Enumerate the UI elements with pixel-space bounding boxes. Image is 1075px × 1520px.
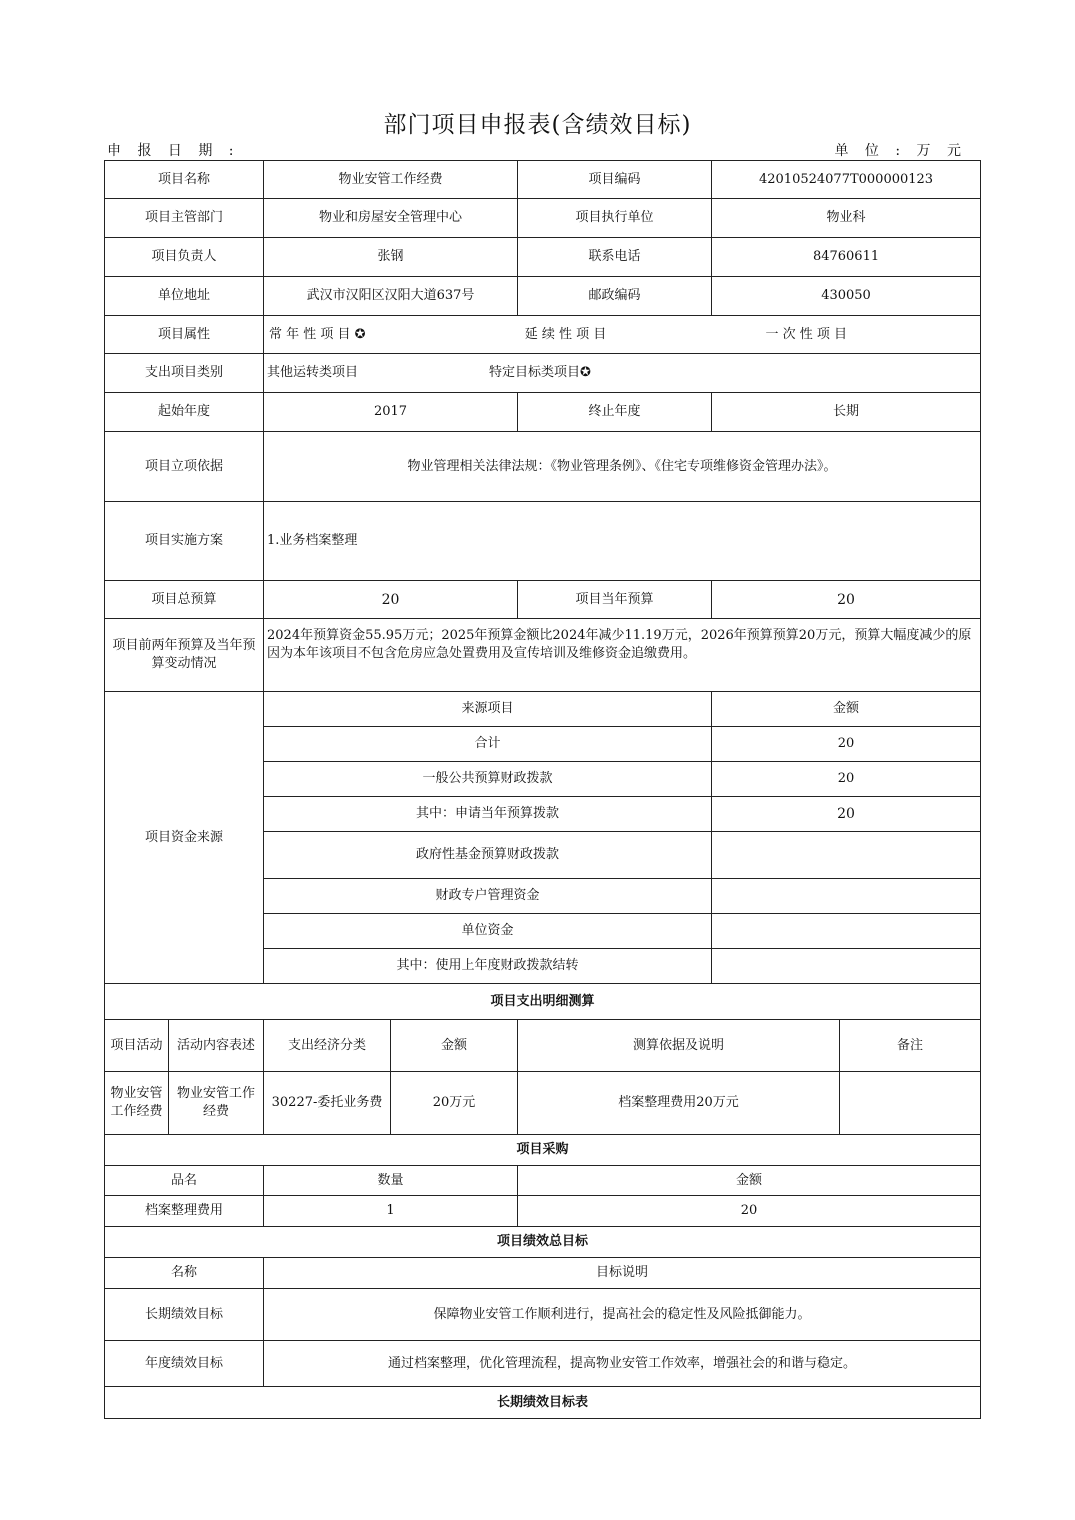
project-name-value: 物业安管工作经费 bbox=[264, 161, 518, 199]
procurement-section-title: 项目采购 bbox=[105, 1135, 981, 1166]
expense-header-amount: 金额 bbox=[391, 1020, 518, 1072]
declare-date-label: 申 报 日 期 : bbox=[107, 143, 240, 159]
leader-value: 张钢 bbox=[264, 238, 518, 277]
performance-section-title: 项目绩效总目标 bbox=[105, 1227, 981, 1258]
funding-row-amount: 20 bbox=[712, 797, 981, 832]
annual-goal-value: 通过档案整理，优化管理流程，提高物业安管工作效率，增强社会的和谐与稳定。 bbox=[264, 1341, 981, 1387]
procurement-qty: 1 bbox=[264, 1196, 518, 1227]
attr-options bbox=[264, 316, 981, 354]
project-name-label: 项目名称 bbox=[105, 161, 264, 199]
funding-source-header: 来源项目 bbox=[264, 692, 712, 727]
funding-row-name: 财政专户管理资金 bbox=[264, 879, 712, 914]
funding-row-amount bbox=[712, 949, 981, 984]
attr-option-onetime: 一 次 性 项 目 bbox=[765, 326, 848, 342]
expense-header-content: 活动内容表述 bbox=[169, 1020, 264, 1072]
long-term-goal-label: 长期绩效目标 bbox=[105, 1289, 264, 1341]
start-year-label: 起始年度 bbox=[105, 393, 264, 432]
funding-row-amount bbox=[712, 832, 981, 879]
attr-label: 项目属性 bbox=[105, 316, 264, 354]
expense-section-title: 项目支出明细测算 bbox=[105, 984, 981, 1020]
expense-header-basis: 测算依据及说明 bbox=[518, 1020, 840, 1072]
long-term-goal-table-title: 长期绩效目标表 bbox=[105, 1387, 981, 1419]
dept-value: 物业和房屋安全管理中心 bbox=[264, 199, 518, 238]
dept-label: 项目主管部门 bbox=[105, 199, 264, 238]
project-code-value: 42010524077T000000123 bbox=[712, 161, 981, 199]
project-code-label: 项目编码 bbox=[518, 161, 712, 199]
total-budget-label: 项目总预算 bbox=[105, 581, 264, 619]
procurement-header-amount: 金额 bbox=[518, 1166, 981, 1196]
expense-header-econ: 支出经济分类 bbox=[264, 1020, 391, 1072]
expense-type-options bbox=[264, 354, 981, 393]
funding-row-name: 其中：申请当年预算拨款 bbox=[264, 797, 712, 832]
end-year-value: 长期 bbox=[712, 393, 981, 432]
funding-row-name: 合计 bbox=[264, 727, 712, 762]
phone-label: 联系电话 bbox=[518, 238, 712, 277]
year-budget-label: 项目当年预算 bbox=[518, 581, 712, 619]
basis-value: 物业管理相关法律法规：《物业管理条例》、《住宅专项维修资金管理办法》。 bbox=[264, 432, 981, 502]
procurement-header-item: 品名 bbox=[105, 1166, 264, 1196]
leader-label: 项目负责人 bbox=[105, 238, 264, 277]
type-option-operating: 其他运转类项目 bbox=[267, 365, 359, 380]
budget-change-value: 2024年预算资金55.95万元；2025年预算金额比2024年减少11.19万元，2026年预算预算20万元，预算大幅度减少的原因为本年该项目不包含危房应急处置费用及宣传培训及维修资金追缴费用。 bbox=[264, 619, 981, 692]
performance-header-desc: 目标说明 bbox=[264, 1258, 981, 1289]
expense-type-label: 支出项目类别 bbox=[105, 354, 264, 393]
exec-unit-value: 物业科 bbox=[712, 199, 981, 238]
project-form-table bbox=[104, 160, 981, 1419]
expense-basis: 档案整理费用20万元 bbox=[518, 1072, 840, 1135]
long-term-goal-value: 保障物业安管工作顺利进行，提高社会的稳定性及风险抵御能力。 bbox=[264, 1289, 981, 1341]
exec-unit-label: 项目执行单位 bbox=[518, 199, 712, 238]
expense-activity: 物业安管工作经费 bbox=[105, 1072, 169, 1135]
plan-label: 项目实施方案 bbox=[105, 502, 264, 581]
expense-amount: 20万元 bbox=[391, 1072, 518, 1135]
year-budget-value: 20 bbox=[712, 581, 981, 619]
plan-value: 1.业务档案整理 bbox=[264, 502, 981, 581]
end-year-label: 终止年度 bbox=[518, 393, 712, 432]
annual-goal-label: 年度绩效目标 bbox=[105, 1341, 264, 1387]
address-value: 武汉市汉阳区汉阳大道637号 bbox=[264, 277, 518, 316]
attr-option-annual: 常 年 性 项 目 ✪ bbox=[269, 326, 366, 342]
procurement-item: 档案整理费用 bbox=[105, 1196, 264, 1227]
budget-change-label: 项目前两年预算及当年预算变动情况 bbox=[105, 619, 264, 692]
expense-econ: 30227-委托业务费 bbox=[264, 1072, 391, 1135]
procurement-amount: 20 bbox=[518, 1196, 981, 1227]
start-year-value: 2017 bbox=[264, 393, 518, 432]
funding-row-name: 其中：使用上年度财政拨款结转 bbox=[264, 949, 712, 984]
basis-label: 项目立项依据 bbox=[105, 432, 264, 502]
funding-row-name: 单位资金 bbox=[264, 914, 712, 949]
address-label: 单位地址 bbox=[105, 277, 264, 316]
expense-content: 物业安管工作经费 bbox=[169, 1072, 264, 1135]
total-budget-value: 20 bbox=[264, 581, 518, 619]
attr-option-continuing: 延 续 性 项 目 bbox=[524, 326, 607, 342]
funding-row-amount: 20 bbox=[712, 762, 981, 797]
funding-row-amount: 20 bbox=[712, 727, 981, 762]
procurement-header-qty: 数量 bbox=[264, 1166, 518, 1196]
expense-note bbox=[840, 1072, 981, 1135]
performance-header-name: 名称 bbox=[105, 1258, 264, 1289]
page-title: 部门项目申报表(含绩效目标) bbox=[383, 112, 692, 138]
funding-row-name: 一般公共预算财政拨款 bbox=[264, 762, 712, 797]
unit-label: 单 位 : 万 元 bbox=[834, 143, 967, 159]
phone-value: 84760611 bbox=[712, 238, 981, 277]
postcode-label: 邮政编码 bbox=[518, 277, 712, 316]
expense-header-activity: 项目活动 bbox=[105, 1020, 169, 1072]
funding-row-amount bbox=[712, 879, 981, 914]
type-option-specific: 特定目标类项目✪ bbox=[489, 365, 591, 380]
funding-amount-header: 金额 bbox=[712, 692, 981, 727]
postcode-value: 430050 bbox=[712, 277, 981, 316]
funding-row-name: 政府性基金预算财政拨款 bbox=[264, 832, 712, 879]
expense-header-note: 备注 bbox=[840, 1020, 981, 1072]
funding-row-amount bbox=[712, 914, 981, 949]
funding-label: 项目资金来源 bbox=[105, 692, 264, 984]
